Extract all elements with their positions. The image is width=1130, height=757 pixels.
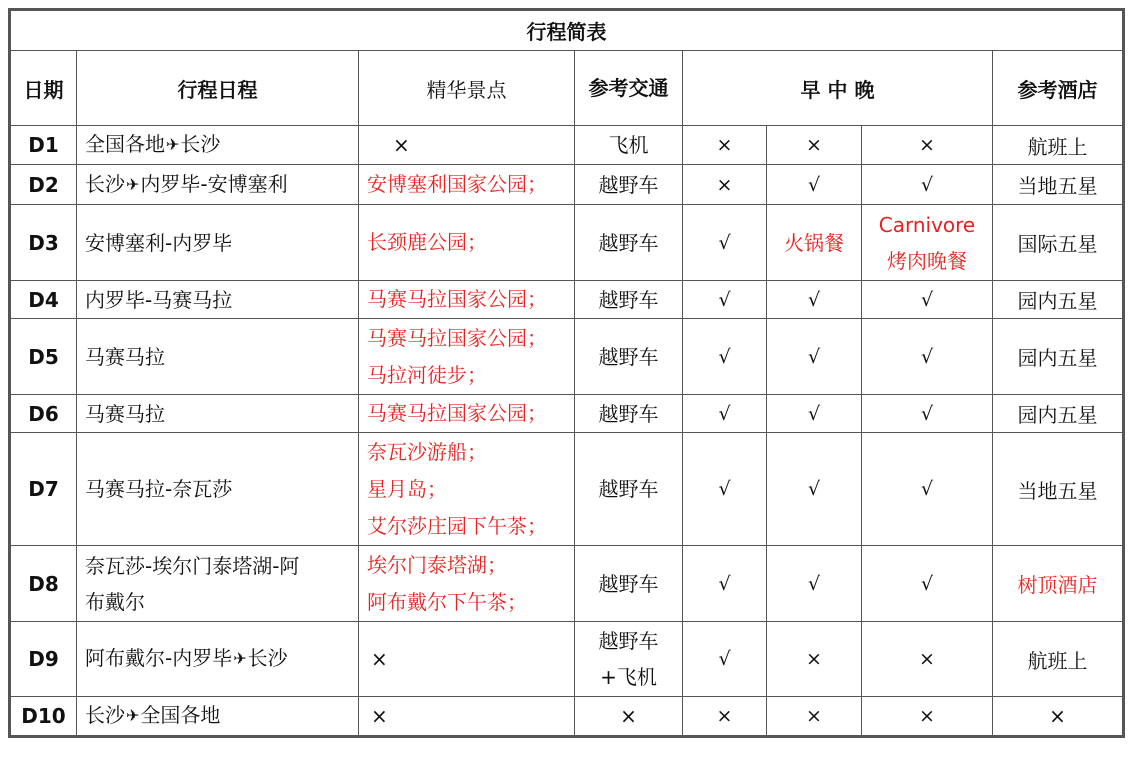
meal-value: √: [807, 478, 821, 500]
transport-item: 越野车: [598, 344, 659, 369]
transport-item: 越野车: [598, 287, 659, 312]
meal-value: ×: [806, 648, 822, 670]
meal-value: 烤肉晚餐: [887, 248, 967, 273]
transport-item: ×: [620, 704, 637, 728]
table-row: [10, 205, 1124, 281]
transport-cell: [575, 319, 683, 395]
dinner-cell: [862, 126, 993, 165]
hotel-cell: ×: [993, 697, 1124, 737]
meal-value: ×: [716, 173, 733, 196]
meal-value: ×: [919, 134, 935, 156]
route-cell: [77, 546, 359, 622]
route-cell: [77, 205, 359, 281]
breakfast-cell: [683, 165, 767, 205]
route-from: 马赛马拉: [85, 344, 165, 369]
route-to: 内罗毕-安博塞利: [140, 171, 288, 196]
route-from: 阿布戴尔-内罗毕: [85, 646, 233, 670]
table-row: [10, 281, 1124, 319]
header-meals: 早 中 晚: [683, 51, 993, 126]
sight-item: 奈瓦沙游船；: [367, 439, 487, 464]
meal-value: √: [718, 288, 731, 311]
airplane-icon: ✈: [166, 135, 180, 154]
meal-value: √: [718, 572, 731, 595]
meal-value: √: [920, 478, 934, 500]
hotel-cell: 当地五星: [993, 433, 1124, 546]
dinner-cell: [862, 205, 993, 281]
table-row: [10, 546, 1124, 622]
route-cell: [77, 622, 359, 697]
airplane-icon: ✈: [126, 706, 140, 725]
table-row: [10, 165, 1124, 205]
transport-cell: [575, 126, 683, 165]
airplane-icon: ✈: [233, 649, 247, 668]
sights-cell: [359, 319, 575, 395]
meal-value: 火锅餐: [784, 230, 844, 255]
route-to: 全国各地: [140, 703, 221, 727]
breakfast-cell: [683, 395, 767, 433]
dinner-cell: [862, 433, 993, 546]
meal-value: √: [718, 648, 731, 670]
breakfast-cell: [683, 697, 767, 737]
sights-cell: [359, 205, 575, 281]
meal-value: √: [807, 345, 821, 368]
meal-value: √: [807, 173, 821, 196]
route-from: 长沙: [85, 703, 125, 727]
transport-item: 越野车: [598, 571, 659, 596]
meal-value: ×: [716, 134, 733, 156]
route-cell: [77, 433, 359, 546]
route-line: [85, 471, 350, 507]
sights-cell: [359, 126, 575, 165]
sight-item: ×: [393, 132, 410, 157]
breakfast-cell: [683, 622, 767, 697]
lunch-cell: [767, 126, 862, 165]
route-line: [85, 697, 350, 735]
sights-cell: [359, 622, 575, 697]
route-line: [85, 548, 350, 584]
transport-item: +飞机: [600, 665, 657, 689]
meal-value: √: [920, 345, 934, 368]
day-cell: D4: [10, 281, 77, 319]
meal-value: √: [718, 345, 731, 368]
meal-value: √: [807, 402, 821, 425]
transport-cell: [575, 546, 683, 622]
itinerary-table: [8, 8, 1125, 738]
meal-value: √: [920, 288, 934, 311]
meal-value: ×: [919, 648, 935, 670]
route-cell: [77, 697, 359, 737]
hotel-cell: 园内五星: [993, 395, 1124, 433]
sights-cell: [359, 165, 575, 205]
header-day: 日期: [10, 51, 77, 126]
dinner-cell: [862, 697, 993, 737]
header-hotel: 参考酒店: [993, 51, 1124, 126]
route-to: 长沙: [247, 646, 288, 670]
route-line: [85, 640, 350, 678]
lunch-cell: [767, 546, 862, 622]
route-cell: [77, 165, 359, 205]
hotel-cell: 树顶酒店: [993, 546, 1124, 622]
sight-item: 安博塞利国家公园；: [367, 172, 547, 196]
itinerary-rows: [10, 126, 1124, 737]
day-cell: D9: [10, 622, 77, 697]
day-cell: D6: [10, 395, 77, 433]
breakfast-cell: [683, 281, 767, 319]
lunch-cell: [767, 205, 862, 281]
table-title: 行程简表: [10, 10, 1124, 51]
route-line: [85, 282, 350, 318]
route-from: 安博塞利-内罗毕: [85, 230, 233, 255]
hotel-cell: 园内五星: [993, 281, 1124, 319]
meal-value: √: [807, 288, 821, 311]
sight-item: ×: [371, 703, 388, 728]
table-row: [10, 395, 1124, 433]
transport-cell: [575, 433, 683, 546]
route-from: 全国各地: [85, 132, 165, 156]
dinner-cell: [862, 546, 993, 622]
route-from: 布戴尔: [85, 589, 145, 614]
transport-cell: [575, 205, 683, 281]
transport-item: 越野车: [598, 230, 659, 255]
meal-value: Carnivore: [878, 212, 976, 237]
sight-item: ×: [371, 646, 388, 671]
header-sights: 精华景点: [359, 51, 575, 126]
transport-item: 飞机: [608, 133, 649, 157]
sight-item: 埃尔门泰塔湖；: [367, 552, 507, 577]
meal-value: ×: [806, 134, 822, 156]
dinner-cell: [862, 395, 993, 433]
breakfast-cell: [683, 433, 767, 546]
route-line: [85, 339, 350, 375]
lunch-cell: [767, 433, 862, 546]
meal-value: √: [718, 402, 731, 425]
sights-cell: [359, 281, 575, 319]
table-row: [10, 697, 1124, 737]
hotel-cell: 当地五星: [993, 165, 1124, 205]
hotel-cell: 航班上: [993, 622, 1124, 697]
route-from: 内罗毕-马赛马拉: [85, 287, 233, 312]
meal-value: √: [718, 231, 731, 254]
transport-cell: [575, 395, 683, 433]
day-cell: D5: [10, 319, 77, 395]
hotel-cell: 航班上: [993, 126, 1124, 165]
day-cell: D3: [10, 205, 77, 281]
meal-value: √: [920, 572, 934, 595]
route-cell: [77, 281, 359, 319]
meal-value: ×: [806, 705, 822, 727]
transport-item: 越野车: [598, 477, 659, 501]
route-line: [85, 584, 350, 620]
route-cell: [77, 395, 359, 433]
sights-cell: [359, 395, 575, 433]
breakfast-cell: [683, 546, 767, 622]
route-cell: [77, 319, 359, 395]
route-from: 长沙: [85, 171, 125, 196]
breakfast-cell: [683, 126, 767, 165]
lunch-cell: [767, 697, 862, 737]
route-line: [85, 225, 350, 261]
day-cell: D1: [10, 126, 77, 165]
sights-cell: [359, 697, 575, 737]
transport-cell: [575, 697, 683, 737]
route-from: 马赛马拉: [85, 401, 165, 426]
transport-item: 越野车: [598, 401, 659, 426]
sight-item: 马赛马拉国家公园；: [367, 287, 547, 311]
meal-value: √: [807, 572, 821, 595]
lunch-cell: [767, 622, 862, 697]
table-row: [10, 433, 1124, 546]
transport-cell: [575, 622, 683, 697]
day-cell: D8: [10, 546, 77, 622]
day-cell: D2: [10, 165, 77, 205]
sights-cell: [359, 433, 575, 546]
lunch-cell: [767, 395, 862, 433]
meal-value: ×: [716, 705, 733, 727]
sight-item: 艾尔莎庄园下午茶；: [367, 513, 547, 538]
hotel-cell: 国际五星: [993, 205, 1124, 281]
route-to: 长沙: [180, 132, 221, 156]
route-line: [85, 126, 350, 164]
transport-item: 越野车: [598, 629, 659, 653]
dinner-cell: [862, 622, 993, 697]
sights-cell: [359, 546, 575, 622]
airplane-icon: ✈: [126, 174, 140, 194]
lunch-cell: [767, 165, 862, 205]
sight-item: 马赛马拉国家公园；: [367, 325, 547, 350]
transport-cell: [575, 281, 683, 319]
route-from: 马赛马拉-奈瓦莎: [85, 477, 233, 501]
dinner-cell: [862, 281, 993, 319]
breakfast-cell: [683, 205, 767, 281]
meal-value: ×: [919, 705, 935, 727]
sight-item: 星月岛；: [367, 476, 447, 501]
day-cell: D10: [10, 697, 77, 737]
route-line: [85, 396, 350, 432]
sight-item: 阿布戴尔下午茶；: [367, 589, 527, 614]
lunch-cell: [767, 319, 862, 395]
meal-value: √: [718, 478, 731, 500]
breakfast-cell: [683, 319, 767, 395]
day-cell: D7: [10, 433, 77, 546]
meal-value: √: [920, 402, 934, 425]
sight-item: 马拉河徒步；: [367, 362, 487, 387]
table-row: [10, 126, 1124, 165]
table-row: [10, 319, 1124, 395]
dinner-cell: [862, 165, 993, 205]
table-row: [10, 622, 1124, 697]
sight-item: 长颈鹿公园；: [367, 230, 487, 254]
lunch-cell: [767, 281, 862, 319]
route-cell: [77, 126, 359, 165]
dinner-cell: [862, 319, 993, 395]
transport-cell: [575, 165, 683, 205]
hotel-cell: 园内五星: [993, 319, 1124, 395]
header-route: 行程日程: [77, 51, 359, 126]
transport-item: 越野车: [598, 172, 659, 197]
sight-item: 马赛马拉国家公园；: [367, 401, 547, 425]
route-from: 奈瓦莎-埃尔门泰塔湖-阿: [85, 553, 300, 578]
header-transport: 参考交通: [575, 51, 683, 126]
meal-value: √: [920, 173, 934, 196]
route-line: [85, 166, 350, 204]
